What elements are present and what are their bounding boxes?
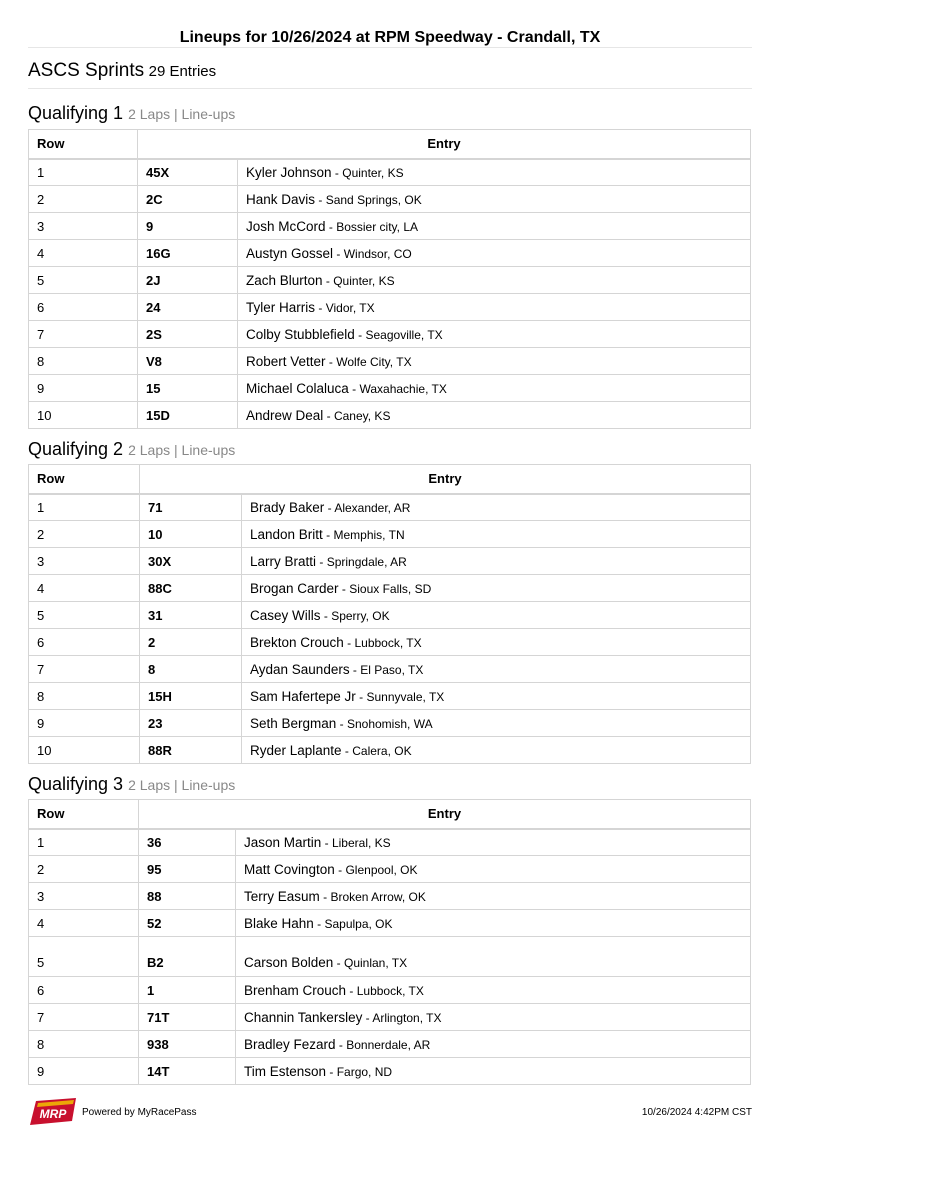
driver-hometown: Memphis, TN bbox=[333, 527, 405, 542]
table-row bbox=[29, 629, 751, 656]
car-number: 10 bbox=[140, 521, 242, 548]
driver-hometown: Waxahachie, TX bbox=[359, 381, 447, 396]
row-number: 1 bbox=[29, 159, 138, 186]
driver-hometown: Seagoville, TX bbox=[365, 327, 443, 342]
table-row bbox=[29, 159, 751, 186]
page-title: Lineups for 10/26/2024 at RPM Speedway - Crandall, TX bbox=[28, 29, 752, 48]
driver-entry bbox=[242, 683, 751, 710]
car-number: 23 bbox=[140, 710, 242, 737]
separator: - bbox=[354, 327, 366, 342]
driver-entry bbox=[242, 710, 751, 737]
row-number: 4 bbox=[29, 240, 138, 267]
car-number: 2J bbox=[138, 267, 238, 294]
row-number: 3 bbox=[29, 883, 139, 910]
car-number: 16G bbox=[138, 240, 238, 267]
car-number: 45X bbox=[138, 159, 238, 186]
driver-entry bbox=[242, 656, 751, 683]
car-number: 1 bbox=[139, 977, 236, 1004]
car-number: 36 bbox=[139, 829, 236, 856]
driver-hometown: Lubbock, TX bbox=[356, 983, 424, 998]
separator: - bbox=[313, 916, 325, 931]
driver-name: Austyn Gossel bbox=[246, 245, 334, 261]
row-number: 8 bbox=[29, 348, 138, 375]
driver-name: Kyler Johnson bbox=[246, 164, 332, 180]
lineup-table-qualifying-3 bbox=[28, 799, 751, 1085]
driver-entry bbox=[236, 977, 751, 1004]
driver-entry bbox=[242, 494, 751, 521]
table-row bbox=[29, 937, 751, 977]
driver-hometown: Caney, KS bbox=[333, 408, 391, 423]
section-name: Qualifying 3 bbox=[28, 774, 124, 794]
section-name: Qualifying 1 bbox=[28, 103, 124, 123]
column-header-row: Row bbox=[29, 465, 140, 494]
table-row bbox=[29, 856, 751, 883]
car-number: 88C bbox=[140, 575, 242, 602]
driver-entry bbox=[238, 321, 751, 348]
separator: - bbox=[315, 192, 326, 207]
lineup-table-qualifying-2 bbox=[28, 464, 751, 764]
row-number: 8 bbox=[29, 683, 140, 710]
driver-hometown: El Paso, TX bbox=[360, 662, 424, 677]
driver-name: Brogan Carder bbox=[250, 580, 339, 596]
generated-timestamp: 10/26/2024 4:42PM CST bbox=[641, 1107, 752, 1118]
separator: - bbox=[321, 835, 332, 850]
driver-name: Michael Colaluca bbox=[246, 380, 349, 396]
section-meta: 2 Laps | Line-ups bbox=[128, 106, 236, 122]
separator: - bbox=[331, 165, 343, 180]
driver-name: Matt Covington bbox=[244, 861, 335, 877]
driver-hometown: Sapulpa, OK bbox=[324, 916, 393, 931]
driver-hometown: Quinter, KS bbox=[342, 165, 404, 180]
table-row bbox=[29, 977, 751, 1004]
table-header-row bbox=[29, 465, 751, 494]
table-row bbox=[29, 1004, 751, 1031]
separator: - bbox=[333, 246, 344, 261]
separator: - bbox=[362, 1010, 373, 1025]
car-number: 14T bbox=[139, 1058, 236, 1085]
table-row bbox=[29, 1031, 751, 1058]
driver-entry bbox=[236, 910, 751, 937]
table-row bbox=[29, 348, 751, 375]
table-row bbox=[29, 683, 751, 710]
driver-name: Jason Martin bbox=[244, 834, 322, 850]
driver-hometown: Bonnerdale, AR bbox=[346, 1037, 431, 1052]
column-header-row: Row bbox=[29, 130, 138, 159]
car-number: 15 bbox=[138, 375, 238, 402]
driver-hometown: Liberal, KS bbox=[331, 835, 391, 850]
lineup-rows bbox=[29, 159, 751, 429]
driver-entry bbox=[236, 883, 751, 910]
driver-entry bbox=[238, 348, 751, 375]
driver-hometown: Glenpool, OK bbox=[345, 862, 418, 877]
driver-entry bbox=[236, 856, 751, 883]
driver-name: Terry Easum bbox=[244, 888, 320, 904]
table-header-row bbox=[29, 800, 751, 829]
table-row bbox=[29, 402, 751, 429]
myracepass-logo-icon[interactable] bbox=[30, 1098, 76, 1125]
driver-entry bbox=[238, 240, 751, 267]
column-header-entry: Entry bbox=[138, 130, 751, 159]
row-number: 3 bbox=[29, 548, 140, 575]
driver-hometown: Windsor, CO bbox=[343, 246, 412, 261]
driver-name: Tim Estenson bbox=[244, 1063, 327, 1079]
car-number: 88 bbox=[139, 883, 236, 910]
car-number: V8 bbox=[138, 348, 238, 375]
separator: - bbox=[333, 956, 344, 970]
row-number: 9 bbox=[29, 710, 140, 737]
driver-name: Seth Bergman bbox=[250, 715, 337, 731]
row-number: 2 bbox=[29, 856, 139, 883]
car-number: 88R bbox=[140, 737, 242, 764]
row-number: 1 bbox=[29, 829, 139, 856]
class-entry-count: 29 Entries bbox=[148, 63, 217, 80]
section-title-qualifying-2 bbox=[28, 439, 235, 460]
class-name: ASCS Sprints bbox=[28, 60, 145, 81]
separator: - bbox=[320, 608, 332, 623]
driver-entry bbox=[236, 1031, 751, 1058]
table-row bbox=[29, 602, 751, 629]
separator: - bbox=[338, 581, 350, 596]
driver-entry bbox=[242, 521, 751, 548]
lineup-rows bbox=[29, 829, 751, 1085]
table-row bbox=[29, 294, 751, 321]
driver-hometown: Vidor, TX bbox=[325, 300, 375, 315]
car-number: 30X bbox=[140, 548, 242, 575]
driver-name: Sam Hafertepe Jr bbox=[250, 688, 356, 704]
driver-hometown: Springdale, AR bbox=[326, 554, 407, 569]
driver-name: Brenham Crouch bbox=[244, 982, 347, 998]
car-number: 15H bbox=[140, 683, 242, 710]
row-number: 9 bbox=[29, 1058, 139, 1085]
driver-hometown: Broken Arrow, OK bbox=[330, 889, 426, 904]
driver-entry bbox=[238, 294, 751, 321]
separator: - bbox=[319, 889, 331, 904]
driver-name: Channin Tankersley bbox=[244, 1009, 363, 1025]
separator: - bbox=[315, 300, 326, 315]
driver-entry bbox=[238, 159, 751, 186]
column-header-row: Row bbox=[29, 800, 139, 829]
separator: - bbox=[316, 554, 327, 569]
driver-entry bbox=[236, 829, 751, 856]
table-row bbox=[29, 883, 751, 910]
driver-hometown: Snohomish, WA bbox=[346, 716, 433, 731]
row-number: 7 bbox=[29, 1004, 139, 1031]
table-row bbox=[29, 267, 751, 294]
driver-name: Aydan Saunders bbox=[250, 661, 350, 677]
driver-entry bbox=[238, 186, 751, 213]
row-number: 1 bbox=[29, 494, 140, 521]
row-number: 5 bbox=[29, 937, 139, 977]
separator: - bbox=[348, 381, 360, 396]
driver-name: Ryder Laplante bbox=[250, 742, 342, 758]
table-row bbox=[29, 494, 751, 521]
separator: - bbox=[322, 273, 334, 288]
separator: - bbox=[335, 1037, 347, 1052]
column-header-entry: Entry bbox=[139, 800, 751, 829]
car-number: 938 bbox=[139, 1031, 236, 1058]
driver-entry bbox=[238, 402, 751, 429]
section-name: Qualifying 2 bbox=[28, 439, 124, 459]
table-row bbox=[29, 910, 751, 937]
row-number: 6 bbox=[29, 977, 139, 1004]
driver-name: Carson Bolden bbox=[244, 955, 334, 970]
separator: - bbox=[355, 689, 367, 704]
separator: - bbox=[343, 635, 355, 650]
row-number: 6 bbox=[29, 294, 138, 321]
row-number: 4 bbox=[29, 575, 140, 602]
svg-text:MRP: MRP bbox=[39, 1107, 67, 1121]
car-number: 9 bbox=[138, 213, 238, 240]
driver-hometown: Quinlan, TX bbox=[343, 956, 408, 970]
driver-hometown: Bossier city, LA bbox=[336, 219, 419, 234]
driver-hometown: Sperry, OK bbox=[331, 608, 390, 623]
driver-name: Bradley Fezard bbox=[244, 1036, 336, 1052]
car-number: 24 bbox=[138, 294, 238, 321]
driver-name: Landon Britt bbox=[250, 526, 323, 542]
driver-hometown: Wolfe City, TX bbox=[336, 354, 412, 369]
separator: - bbox=[346, 983, 357, 998]
table-row bbox=[29, 575, 751, 602]
table-row bbox=[29, 521, 751, 548]
driver-entry bbox=[242, 548, 751, 575]
table-row bbox=[29, 656, 751, 683]
driver-entry bbox=[236, 1004, 751, 1031]
driver-hometown: Lubbock, TX bbox=[354, 635, 422, 650]
separator: - bbox=[341, 743, 353, 758]
table-row bbox=[29, 737, 751, 764]
driver-entry bbox=[236, 937, 751, 977]
driver-hometown: Alexander, AR bbox=[334, 500, 411, 515]
row-number: 4 bbox=[29, 910, 139, 937]
lineup-rows bbox=[29, 494, 751, 764]
driver-hometown: Sunnyvale, TX bbox=[366, 689, 445, 704]
car-number: 71 bbox=[140, 494, 242, 521]
driver-name: Brekton Crouch bbox=[250, 634, 344, 650]
driver-name: Tyler Harris bbox=[246, 299, 316, 315]
section-meta: 2 Laps | Line-ups bbox=[128, 442, 236, 458]
section-title-qualifying-3 bbox=[28, 774, 235, 795]
car-number: 2C bbox=[138, 186, 238, 213]
driver-hometown: Sand Springs, OK bbox=[325, 192, 422, 207]
class-header bbox=[28, 60, 752, 89]
row-number: 10 bbox=[29, 402, 138, 429]
separator: - bbox=[334, 862, 346, 877]
car-number: 2S bbox=[138, 321, 238, 348]
footer bbox=[28, 1098, 752, 1128]
driver-name: Andrew Deal bbox=[246, 407, 324, 423]
table-row bbox=[29, 213, 751, 240]
driver-hometown: Fargo, ND bbox=[336, 1064, 393, 1079]
row-number: 8 bbox=[29, 1031, 139, 1058]
car-number: 31 bbox=[140, 602, 242, 629]
driver-name: Josh McCord bbox=[246, 218, 326, 234]
driver-entry bbox=[242, 575, 751, 602]
driver-entry bbox=[242, 737, 751, 764]
separator: - bbox=[349, 662, 361, 677]
driver-entry bbox=[242, 602, 751, 629]
driver-name: Brady Baker bbox=[250, 499, 325, 515]
row-number: 9 bbox=[29, 375, 138, 402]
driver-hometown: Arlington, TX bbox=[372, 1010, 442, 1025]
driver-name: Robert Vetter bbox=[246, 353, 326, 369]
row-number: 6 bbox=[29, 629, 140, 656]
driver-entry bbox=[238, 213, 751, 240]
table-row bbox=[29, 321, 751, 348]
lineup-table-qualifying-1 bbox=[28, 129, 751, 429]
section-meta: 2 Laps | Line-ups bbox=[128, 777, 236, 793]
car-number: 95 bbox=[139, 856, 236, 883]
driver-name: Larry Bratti bbox=[250, 553, 317, 569]
driver-hometown: Calera, OK bbox=[352, 743, 412, 758]
row-number: 7 bbox=[29, 321, 138, 348]
driver-name: Blake Hahn bbox=[244, 915, 314, 931]
table-header-row bbox=[29, 130, 751, 159]
table-row bbox=[29, 375, 751, 402]
table-row bbox=[29, 548, 751, 575]
section-title-qualifying-1 bbox=[28, 103, 235, 124]
table-row bbox=[29, 710, 751, 737]
row-number: 2 bbox=[29, 521, 140, 548]
table-row bbox=[29, 1058, 751, 1085]
separator: - bbox=[336, 716, 347, 731]
row-number: 7 bbox=[29, 656, 140, 683]
table-row bbox=[29, 186, 751, 213]
driver-name: Colby Stubblefield bbox=[246, 326, 355, 342]
driver-hometown: Quinter, KS bbox=[333, 273, 395, 288]
row-number: 10 bbox=[29, 737, 140, 764]
separator: - bbox=[322, 527, 334, 542]
separator: - bbox=[323, 408, 334, 423]
row-number: 5 bbox=[29, 602, 140, 629]
driver-name: Zach Blurton bbox=[246, 272, 323, 288]
table-row bbox=[29, 829, 751, 856]
car-number: B2 bbox=[139, 937, 236, 977]
separator: - bbox=[325, 354, 337, 369]
table-row bbox=[29, 240, 751, 267]
driver-name: Hank Davis bbox=[246, 191, 316, 207]
row-number: 3 bbox=[29, 213, 138, 240]
separator: - bbox=[324, 500, 335, 515]
separator: - bbox=[326, 1064, 337, 1079]
car-number: 2 bbox=[140, 629, 242, 656]
powered-by-text[interactable]: Powered by MyRacePass bbox=[82, 1107, 197, 1118]
driver-hometown: Sioux Falls, SD bbox=[349, 581, 432, 596]
driver-name: Casey Wills bbox=[250, 607, 321, 623]
car-number: 8 bbox=[140, 656, 242, 683]
row-number: 5 bbox=[29, 267, 138, 294]
driver-entry bbox=[238, 267, 751, 294]
car-number: 71T bbox=[139, 1004, 236, 1031]
row-number: 2 bbox=[29, 186, 138, 213]
separator: - bbox=[325, 219, 337, 234]
car-number: 52 bbox=[139, 910, 236, 937]
column-header-entry: Entry bbox=[140, 465, 751, 494]
driver-entry bbox=[236, 1058, 751, 1085]
car-number: 15D bbox=[138, 402, 238, 429]
driver-entry bbox=[242, 629, 751, 656]
driver-entry bbox=[238, 375, 751, 402]
